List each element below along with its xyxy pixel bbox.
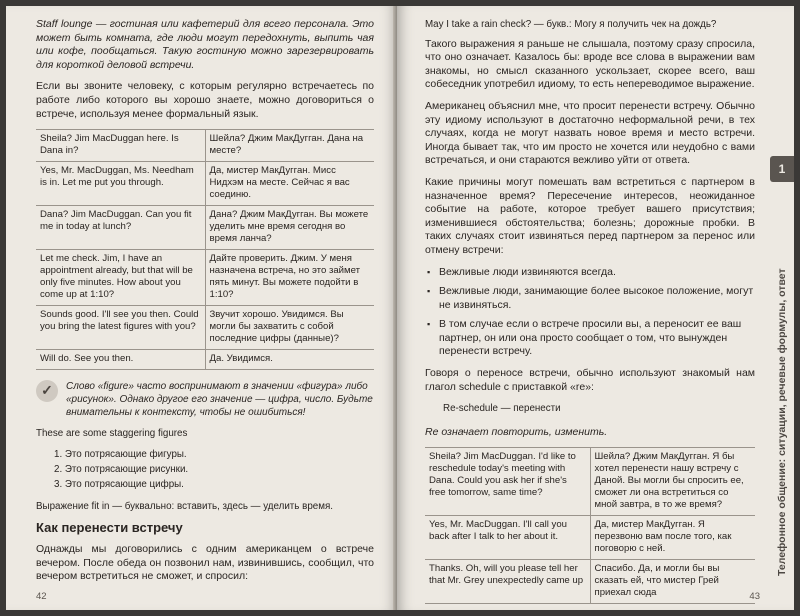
dialog-russian: Спасибо. Да, и могли бы вы сказать ей, что мистер Грей приехал сюда: [590, 560, 755, 604]
example-list: [36, 447, 374, 492]
re-meaning: Re означает повторить, изменить.: [425, 425, 608, 438]
table-row: [425, 448, 755, 516]
list-item: 1. Это потрясающие фигуры.: [54, 448, 187, 460]
intro-paragraph: [36, 18, 374, 72]
left-paragraph-1: Если вы звоните человеку, с которым регулярно встречаетесь по работе либо которого вы хорошо знаете, можно договориться о встрече, используя менее формальный язык.: [36, 80, 374, 120]
fit-in-explanation: Выражение fit in — буквально: вставить, здесь — уделить время.: [36, 500, 333, 512]
left-page: [6, 6, 397, 610]
dialog-english: Sheila? Jim MacDuggan here. Is Dana in?: [36, 130, 205, 162]
intro-definition: — гостиная или кафетерий для всего персонала. Это может быть комната, где люди могут передохнуть, выпить чая или кофе, пообщаться. Такую гостиную можно зарезервировать для короткой деловой встречи.: [36, 18, 375, 71]
dialog-russian: Да, мистер МакДугган. Мисс Нидхэм на месте. Сейчас я вас соединю.: [205, 162, 374, 206]
dialog-russian: Дайте проверить. Джим. У меня назначена встреча, но это займет пять минут. Вы можете подойти в 1:10?: [205, 250, 374, 306]
dialog-russian: Шейла? Джим МакДугган. Дана на месте?: [205, 130, 374, 162]
list-item: ▪ В том случае если о встрече просили вы, а переносит ее ваш партнер, он или она просто сообщает о том, что вынужден перенести встречу.: [439, 318, 755, 359]
chapter-side-title: [776, 196, 790, 576]
table-row: [36, 306, 374, 350]
dialog-english: Sounds good. I'll see you then. Could you bring the latest figures with you?: [36, 306, 205, 350]
right-paragraph-4: Говоря о переносе встречи, обычно используют знакомый нам глагол schedule с приставкой «re»:: [425, 367, 755, 393]
chapter-tab: 1: [770, 156, 794, 182]
dialog-english: Thanks. Oh, will you please tell her that Mr. Grey unexpectedly came up: [425, 560, 590, 604]
table-row: [36, 250, 374, 306]
list-item: 3. Это потрясающие цифры.: [54, 478, 184, 490]
right-paragraph-1: Такого выражения я раньше не слышала, поэтому сразу спросила, что оно означает. Казалось бы: вроде все слова в выражении вам знакомы, но смысл сказанного ускользает, скорее всего, ваш собеседник употребил идиому, то есть непереводимое выражение.: [425, 37, 755, 91]
table-row: [425, 516, 755, 560]
chapter-side-title-text: Телефонное общение: ситуации, речевые формулы, ответ: [776, 268, 788, 576]
dialog-russian: Звучит хорошо. Увидимся. Вы могли бы захватить с собой последние цифры (данные)?: [205, 306, 374, 350]
note-box: [36, 380, 374, 419]
reschedule-formula: Re-schedule — перенести: [443, 403, 561, 415]
left-dialog-table: [36, 129, 374, 370]
right-paragraph-2: Американец объяснил мне, что просит перенести встречу. Обычно эту идиому используют в достаточно неформальной речи, в тех случаях, когда не могут назвать новое время и место встречи. Иногда бывает так, что им просто не хочется или неудобно с вами встречаться, и они стараются вежливо уйти от ответа.: [425, 99, 755, 167]
left-page-content: [36, 18, 374, 592]
page-number-left: 42: [36, 591, 47, 602]
rain-check-quote: May I take a rain check? — букв.: Могу я получить чек на дождь?: [425, 19, 717, 30]
dialog-english: Dana? Jim MacDuggan. Can you fit me in today at lunch?: [36, 206, 205, 250]
right-dialog-table: [425, 447, 755, 604]
note-text: Слово «figure» часто воспринимают в значении «фигура» либо «рисунок». Однако другое его значение — цифра, число. Будьте внимательны к контексту, чтобы не ошибиться!: [66, 381, 373, 419]
dialog-russian: Дана? Джим МакДугган. Вы можете уделить мне время сегодня во время ланча?: [205, 206, 374, 250]
table-row: [36, 350, 374, 370]
dialog-russian: Шейла? Джим МакДугган. Я бы хотел перенести нашу встречу с Даной. Вы могли бы спросить ее, сможет ли она встретиться со мной завтра, в то же время?: [590, 448, 755, 516]
table-row: [36, 162, 374, 206]
example-sentence: These are some staggering figures: [36, 428, 188, 440]
right-page-content: [425, 18, 755, 610]
left-paragraph-2: Однажды мы договорились с одним американцем о встрече вечером. После обеда он позвонил нам, извинившись, сообщил, что вечером встретиться не сможет, и спросил:: [36, 542, 374, 583]
page-number-right: 43: [749, 591, 760, 602]
table-row: [36, 206, 374, 250]
right-paragraph-3: Какие причины могут помешать вам встретиться с партнером в назначенное время? Пересечение интересов, неожиданное событие на работе, которое требует вашего присутствия; изменившиеся обстоятельства; болезнь; дорожные пробки. В таких случаях стоит извиняться перед партнером за перенос или отмену встречи:: [425, 175, 755, 256]
right-page: [397, 6, 794, 610]
bullet-list: [425, 266, 755, 360]
dialog-english: Yes, Mr. MacDuggan. I'll call you back after I talk to her about it.: [425, 516, 590, 560]
dialog-english: Let me check. Jim, I have an appointment already, but that will be only five minutes. How about you come up at 1:10?: [36, 250, 205, 306]
table-row: [36, 130, 374, 162]
check-icon: ✓: [36, 380, 58, 402]
intro-term: Staff lounge: [36, 18, 93, 30]
list-item: ▪ Вежливые люди, занимающие более высокое положение, могут не извиняться.: [439, 285, 755, 312]
dialog-russian: Да, мистер МакДугган. Я перезвоню вам после того, как поговорю с ней.: [590, 516, 755, 560]
table-row: [425, 560, 755, 604]
list-item: ▪ Вежливые люди извиняются всегда.: [439, 266, 755, 280]
dialog-english: Sheila? Jim MacDuggan. I'd like to reschedule today's meeting with Dana. Could you ask her if she's free tomorrow, same time?: [425, 448, 590, 516]
list-item: 2. Это потрясающие рисунки.: [54, 463, 189, 475]
section-heading: Как перенести встречу: [36, 520, 183, 536]
dialog-english: Yes, Mr. MacDuggan, Ms. Needham is in. Let me put you through.: [36, 162, 205, 206]
dialog-russian: Да. Увидимся.: [205, 350, 374, 370]
dialog-english: Will do. See you then.: [36, 350, 205, 370]
